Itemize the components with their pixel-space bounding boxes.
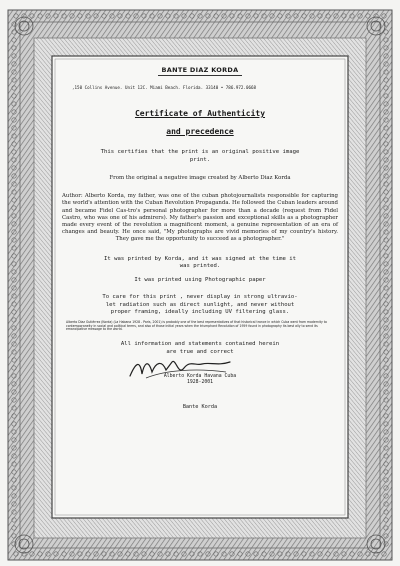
paper-line: It was printed using Photographic paper: [134, 276, 266, 283]
certify-line: print.: [189, 156, 211, 163]
signature-caption: [62, 374, 338, 386]
care-paragraph: [62, 294, 338, 317]
certify-line: This certifies that the print is an original positive image: [100, 149, 300, 155]
certify-paragraph: [62, 149, 338, 164]
letterhead-divider: [158, 75, 242, 76]
statements-paragraph: [62, 341, 338, 356]
care-line: proper framing, ideally including UV filtering glass.: [110, 309, 290, 316]
signature-block: [62, 358, 338, 392]
author-paragraph: Author: Alberto Korda, my father, was one of the cuban photojournalists responsible for capturing the world's attention with the Cuban Revolution Propaganda. He followed the Cuban leaders around and became Fidel Cas-tro's personal photographer for more than a decade (request from Fidel Castro, who was one of his admirers). My father's passion and exceptional skills as a photographer made every event of the revolution a magnificent moment, a genuine representation of an era of changes and beauty. He once said, "My photographs are vivid memories of my country's history. They gave me the opportunity to succeed as a photographer.": [62, 193, 338, 243]
letterhead-address: ,150 Collins Avenue. Unit 12C. Miami Beach. Florida. 33140 • 786.972.0668: [72, 85, 257, 90]
origin-line: From the original a negative image created by Alberto Diaz Korda: [109, 175, 291, 181]
statements-line: All information and statements contained herein: [120, 341, 280, 348]
certificate-title: Certificate of Authenticity: [134, 109, 266, 118]
signature-name: Alberto Korda Havana Cuba: [163, 374, 237, 380]
care-line: let radiation such as direct sunlight, and never without: [105, 301, 295, 308]
statements-line: are true and correct: [166, 348, 234, 355]
certificate-content: [62, 66, 338, 516]
certificate-subtitle: and precedence: [166, 127, 234, 136]
printed-by-paragraph: [62, 256, 338, 271]
signature-years: 1928-2001: [187, 380, 213, 386]
printed-by-line: It was printed by Korda, and it was signed at the time it: [104, 255, 296, 262]
care-line: To care for this print , never display in strong ultravio-: [102, 294, 298, 301]
printed-by-line: was printed.: [179, 263, 221, 270]
footer-name: Bante Korda: [182, 404, 218, 411]
letterhead-name: BANTE DIAZ KORDA: [161, 66, 239, 74]
biography-note: Alberto Diaz Gutiérrez (Korda) (La Habana 1928 - Paris, 2001) is probably one of the best representatives of that historical trance in which Cuba went from modernity to contemporaneity in social and political terms, and also of those initial years when the triumphant Revolution of 1959 found in photography its best ally to send its emancipative message to the world.: [66, 319, 327, 332]
